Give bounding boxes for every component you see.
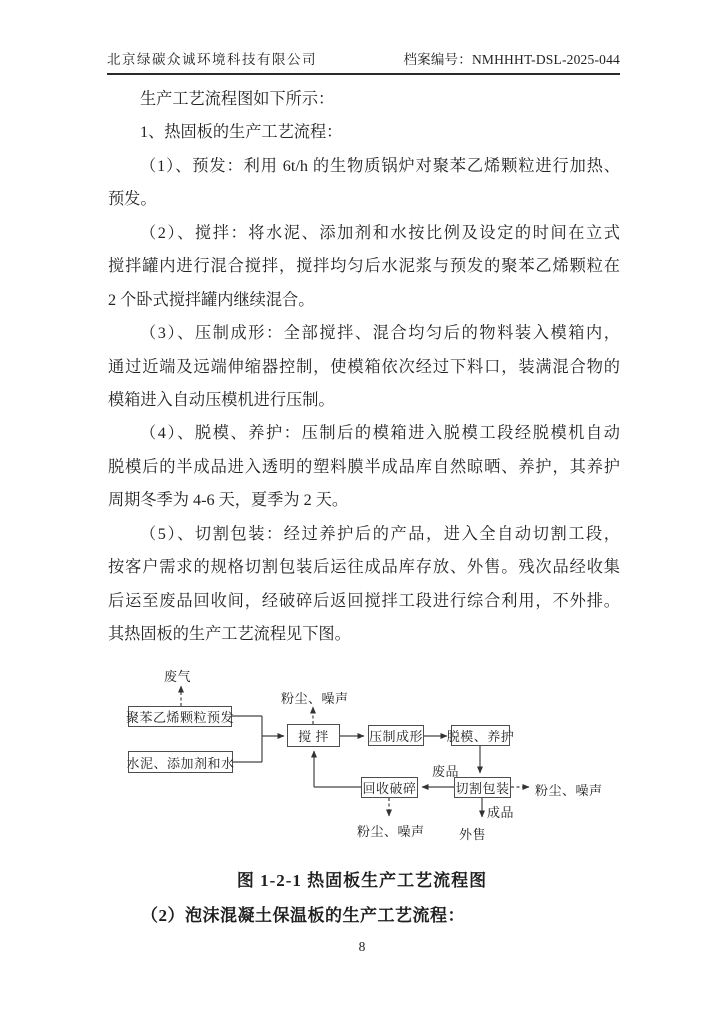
file-number-label: 档案编号： [403, 52, 472, 67]
body-line: 脱模后的半成品进入透明的塑料膜半成品库自然晾晒、养护，其养护 [108, 457, 620, 476]
body-line: （5）、切割包装：经过养护后的产品，进入全自动切割工段， [140, 524, 620, 543]
body-line: 2 个卧式搅拌罐内继续混合。 [108, 290, 315, 309]
label-dust-noise-crushing: 粉尘、噪声 [357, 824, 425, 839]
page-header [107, 48, 620, 75]
body-line: 按客户需求的规格切割包装后运往成品库存放、外售。残次品经收集 [108, 558, 620, 577]
body-line: （4）、脱模、养护：压制后的模箱进入脱模工段经脱模机自动 [140, 424, 620, 443]
body-line: 通过近端及远端伸缩器控制，使模箱依次经过下料口，装满混合物的 [108, 357, 620, 376]
label-waste-gas: 废气 [164, 669, 192, 684]
body-line: 周期冬季为 4-6 天，夏季为 2 天。 [108, 491, 349, 510]
body-line: 生产工艺流程图如下所示： [140, 90, 335, 108]
file-number [403, 48, 620, 68]
body-line: 预发。 [108, 190, 157, 209]
body-line: （1）、预发：利用 6t/h 的生物质锅炉对聚苯乙烯颗粒进行加热、 [140, 156, 620, 175]
label-dust-noise-cutting: 粉尘、噪声 [535, 783, 603, 798]
node-pre-expansion: 聚苯乙烯颗粒预发 [128, 706, 232, 727]
file-number-value: NMHHHT-DSL-2025-044 [471, 52, 620, 67]
node-cutting: 切割包装 [454, 777, 511, 798]
node-crushing: 回收破碎 [361, 777, 418, 798]
node-demolding: 脱模、养护 [451, 725, 510, 746]
node-mixing: 搅 拌 [287, 724, 340, 747]
node-pressing: 压制成形 [368, 725, 424, 746]
figure-caption: 图 1-2-1 热固板生产工艺流程图 [236, 871, 488, 890]
body-line: （3）、压制成形：全部搅拌、混合均匀后的物料装入模箱内， [140, 324, 620, 343]
label-dust-noise-mixing: 粉尘、噪声 [281, 691, 349, 706]
label-sale: 外售 [459, 827, 487, 842]
body-line: （2）、搅拌：将水泥、添加剂和水按比例及设定的时间在立式 [140, 223, 620, 242]
page-number: 8 [358, 939, 366, 954]
body-line: 搅拌罐内进行混合搅拌，搅拌均匀后水泥浆与预发的聚苯乙烯颗粒在 [108, 257, 620, 276]
body-line: 1、热固板的生产工艺流程： [140, 123, 343, 142]
node-materials: 水泥、添加剂和水 [128, 751, 233, 773]
label-scrap: 废品 [432, 764, 460, 779]
body-line: 其热固板的生产工艺流程见下图。 [108, 625, 351, 643]
label-product: 成品 [487, 805, 515, 820]
body-text [108, 83, 620, 651]
section-2-title: （2）泡沫混凝土保温板的生产工艺流程： [141, 906, 465, 925]
body-line: 模箱进入自动压模机进行压制。 [108, 390, 335, 409]
body-line: 后运至废品回收间，经破碎后返回搅拌工段进行综合利用，不外排。 [108, 591, 620, 610]
process-flow-diagram [100, 655, 640, 855]
company-name: 北京绿碳众诚环境科技有限公司 [107, 52, 317, 67]
